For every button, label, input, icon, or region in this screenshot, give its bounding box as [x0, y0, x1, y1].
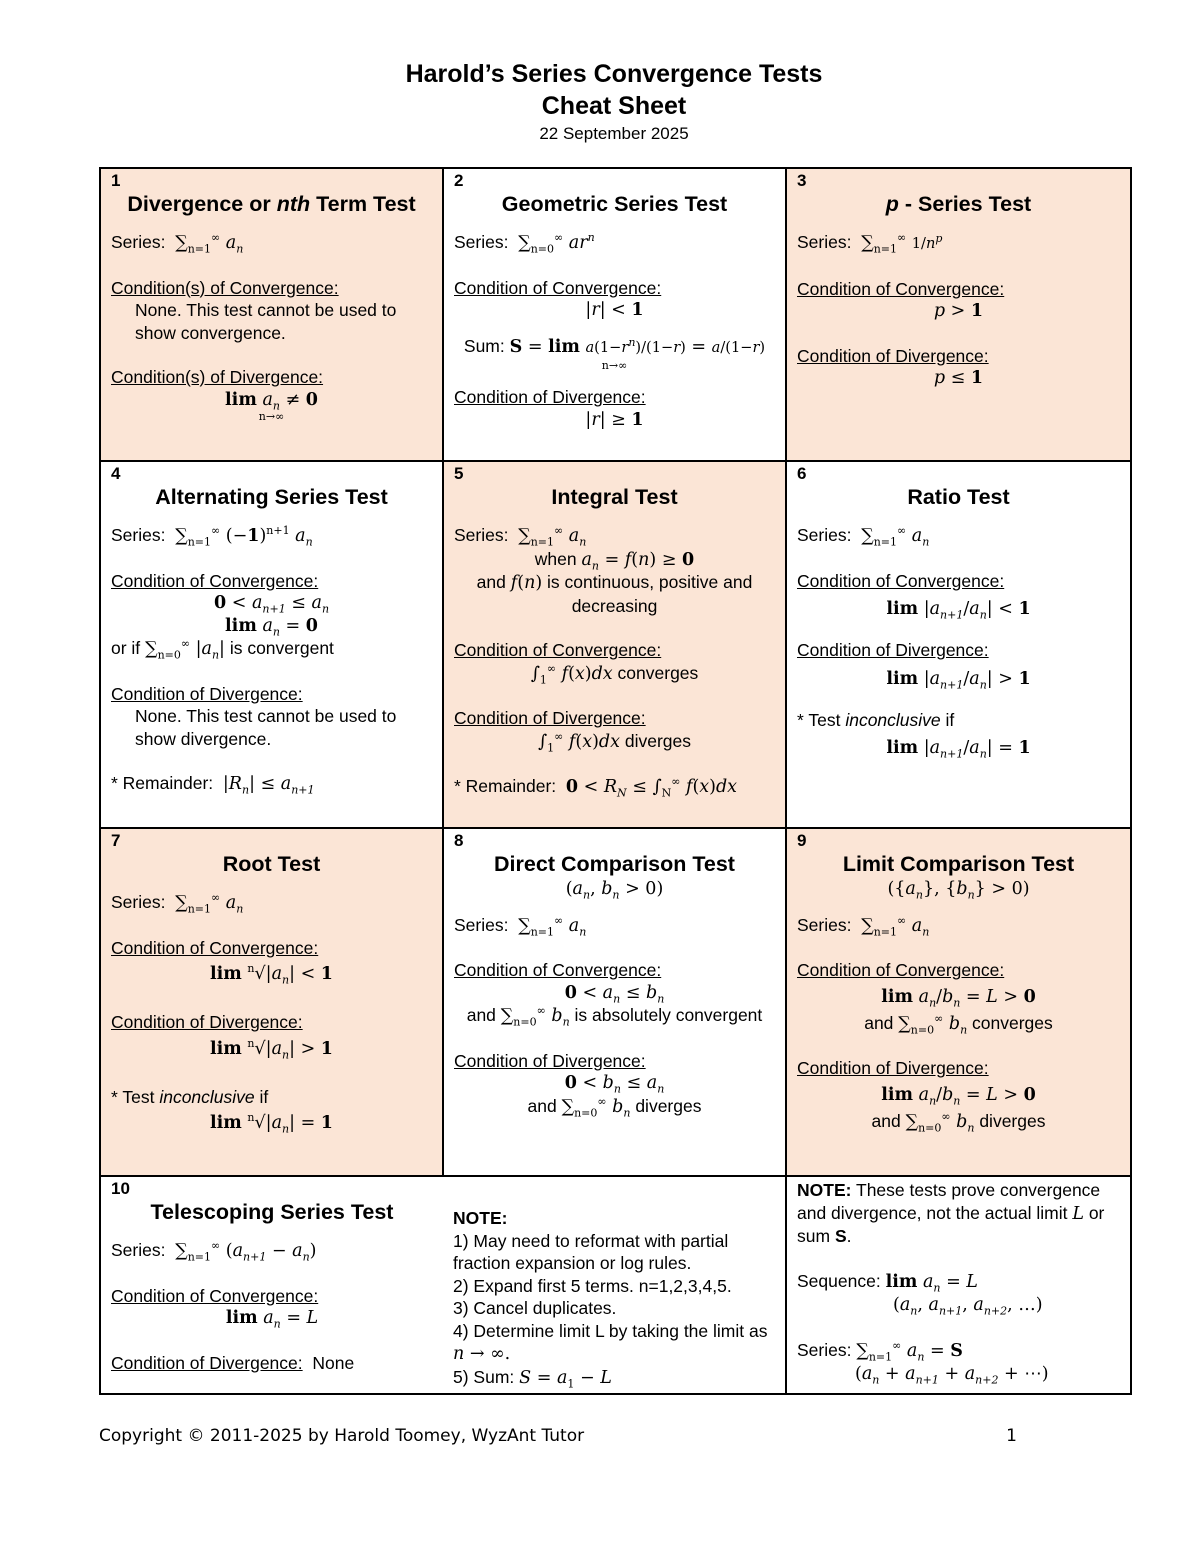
convergence-formula: p > 1: [933, 301, 984, 321]
test-number: 7: [111, 831, 121, 850]
convergence-label: Condition of Convergence:: [797, 960, 1005, 980]
test-number: 4: [111, 464, 121, 483]
test-title: Integral Test: [551, 485, 678, 509]
remainder-line: * Remainder: $|R_n| \le a_{n+1}$: [111, 773, 315, 797]
remainder-line: * Remainder: $0 < R_N \le \int_N^\infty$ f(x)dx: [454, 775, 738, 800]
convergence-label: Condition(s) of Convergence:: [111, 277, 339, 298]
divergence-text: None. This test cannot be used to show divergence.: [135, 706, 397, 749]
test-title: Divergence or nth Term Test: [127, 192, 416, 216]
page-subtitle: Cheat Sheet: [541, 92, 687, 120]
page-date: 22 September 2025: [539, 124, 689, 143]
divergence-label: Condition of Divergence:: [797, 1058, 989, 1078]
test-cell-ratio: 6 Ratio Test Series: $\sum_{n=1}^\infty$ $a_n$ Condition of Convergence: $\lim |a_{n+1}/a_n| < 1$ Condition of Divergence: $\lim |a_{n+1}/a_n| > 1$ * Test inconclusive if $\lim |a_{n+1}/a_n| = 1$: [786, 461, 1131, 828]
divergence-label: Condition of Divergence:: [111, 1012, 303, 1032]
tests-grid: [99, 167, 1132, 1395]
test-title: p - Series Test: [885, 192, 1032, 216]
test-cell-geometric: 2 Geometric Series Test Series: $\sum_{n=0}^\infty$ $ar^n$ Condition of Convergence: |r| < 1 Sum: $S = \lim a(1-r^n)/(1-r) = a/(1-r)$ n→∞ Condition of Divergence: |r| ≥ 1: [443, 168, 786, 461]
divergence-formula: p ≤ 1: [933, 368, 984, 388]
convergence-label: Condition of Convergence:: [111, 1285, 319, 1306]
series-line: Series: $\sum_{n=1}^\infty$ $1/n^p$: [797, 231, 943, 256]
convergence-label: Condition of Convergence:: [454, 640, 662, 660]
test-number: 10: [111, 1179, 130, 1198]
page-title: Harold’s Series Convergence Tests: [405, 60, 823, 88]
test-number: 2: [454, 171, 464, 190]
series-line: Series: $\sum_{n=1}^\infty$ $a_n$: [797, 913, 930, 938]
test-number: 6: [797, 464, 807, 483]
note-limits-cell: NOTE: These tests prove convergence and divergence, not the actual limit L or sum S. Sequence: $\lim a_n = L$ ($a_n$, $a_{n+1}$, $a_{n+2}$, …) Series: $\sum_{n=1}^\infty$ $a_n = S$ ($a_n + a_{n+1} + a_{n+2}$ + ⋯): [786, 1176, 1131, 1394]
divergence-label: Condition of Divergence:: [454, 708, 646, 728]
convergence-label: Condition of Convergence:: [111, 937, 319, 958]
test-cell-integral: 5 Integral Test Series: $\sum_{n=1}^\infty$ $a_n$ when $a_n = f(n) \ge 0$ and f(n) is continuous, positive and decreasing Condition of Convergence: $\int_1^\infty$ f(x)dx converges Condition of Divergence: $\int_1^\infty$ f(x)dx diverges * Remainder: $0 < R_N \le \int_N^\infty$ f(x)dx: [443, 461, 786, 828]
test-number: 9: [797, 831, 807, 850]
page-header: [0, 58, 1200, 146]
test-number: 1: [111, 171, 121, 190]
sum-formula: Sum: $S = \lim a(1-r^n)/(1-r) = a/(1-r)$: [463, 335, 766, 357]
test-title: Telescoping Series Test: [150, 1200, 394, 1224]
divergence-label: Condition of Divergence:: [797, 640, 989, 660]
series-line: Series: $\sum_{n=1}^\infty$ $a_n$: [111, 891, 244, 916]
copyright: Copyright © 2011-2025 by Harold Toomey, WyzAnt Tutor: [99, 1426, 585, 1446]
test-number: 3: [797, 171, 807, 190]
test-cell-alternating: 4 Alternating Series Test Series: $\sum_{n=1}^\infty$ $(-1)^{n+1}$ $a_n$ Condition of Convergence: $0 < a_{n+1} \le a_n$ $\lim a_n = 0$ or if $\sum_{n=0}^\infty$ $|a_n|$ is convergent Condition of Divergence: None. This test cannot be used to show divergence. * Remainder: $|R_n| \le a_{n+1}$: [100, 461, 443, 828]
test-title: Limit Comparison Test: [842, 852, 1075, 876]
series-line: Series: $\sum_{n=1}^\infty$ $(-1)^{n+1}$ $a_n$: [111, 524, 313, 549]
series-line: Series: $\sum_{n=1}^\infty$ $a_n$: [111, 231, 244, 256]
divergence-label: Condition of Divergence:: [454, 1050, 646, 1071]
test-cell-direct-comparison: 8 Direct Comparison Test ($a_n$, $b_n > 0$) Series: $\sum_{n=1}^\infty$ $a_n$ Condition of Convergence: $0 < a_n \le b_n$ and $\sum_{n=0}^\infty$ $b_n$ is absolutely convergent Condition of Divergence: $0 < b_n \le a_n$ and $\sum_{n=0}^\infty$ $b_n$ diverges: [443, 828, 786, 1176]
page-footer: [99, 1426, 1017, 1446]
convergence-label: Condition of Convergence:: [111, 570, 319, 591]
test-number: 5: [454, 464, 464, 483]
note-heading: NOTE:: [453, 1208, 508, 1228]
divergence-label: Condition of Divergence:: [797, 345, 989, 366]
test-title: Ratio Test: [907, 485, 1010, 509]
test-title: Alternating Series Test: [155, 485, 388, 509]
series-line: Series: $\sum_{n=1}^\infty$ $(a_{n+1} - a_n)$: [111, 1239, 317, 1264]
test-number: 8: [454, 831, 464, 850]
test-cell-telescoping: 10 Telescoping Series Test Series: $\sum_{n=1}^\infty$ $(a_{n+1} - a_n)$ Condition of Convergence: $\lim a_n = L$ Condition of Divergence: None: [100, 1176, 443, 1394]
convergence-label: Condition of Convergence:: [454, 960, 662, 980]
note-steps-cell: NOTE: 1) May need to reformat with partial fraction expansion or log rules. 2) Expand first 5 terms. n=1,2,3,4,5. 3) Cancel duplicates. 4) Determine limit L by taking the limit as n → ∞. 5) Sum: $S = a_1 - L$: [443, 1176, 786, 1394]
convergence-label: Condition of Convergence:: [797, 570, 1005, 591]
series-line: Series: $\sum_{n=1}^\infty$ $a_n$: [454, 524, 587, 549]
test-title: Root Test: [222, 852, 321, 876]
convergence-label: Condition of Convergence:: [797, 278, 1005, 299]
divergence-formula: |r| ≥ 1: [585, 409, 644, 430]
test-title: Direct Comparison Test: [494, 852, 735, 876]
divergence-formula: $\lim a_n \ne 0$ n→∞: [225, 389, 318, 423]
divergence-label: Condition(s) of Divergence:: [111, 367, 324, 387]
test-cell-p-series: [786, 168, 1131, 461]
alt-or-line: or if $\sum_{n=0}^\infty$ $|a_n|$ is convergent: [111, 637, 334, 662]
test-title: Geometric Series Test: [501, 192, 728, 216]
test-cell-root: 7 Root Test Series: $\sum_{n=1}^\infty$ $a_n$ Condition of Convergence: $\lim ^n√|a_n| < 1$ Condition of Divergence: $\lim ^n√|a_n| > 1$ * Test inconclusive if $\lim ^n√|a_n| = 1$: [100, 828, 443, 1176]
divergence-label: Condition of Divergence:: [111, 683, 303, 704]
convergence-formula: |r| < 1: [585, 300, 644, 320]
divergence-label: Condition of Divergence:: [454, 387, 646, 407]
page-number: 1: [1006, 1426, 1017, 1446]
test-cell-limit-comparison: 9 Limit Comparison Test ($\{a_n\}$, $\{b_n\} > 0$) Series: $\sum_{n=1}^\infty$ $a_n$ Condition of Convergence: $\lim a_n/b_n = L > 0$ and $\sum_{n=0}^\infty$ $b_n$ converges Condition of Divergence: $\lim a_n/b_n = L > 0$ and $\sum_{n=0}^\infty$ $b_n$ diverges: [786, 828, 1131, 1176]
series-line: Series: $\sum_{n=1}^\infty$ $a_n$: [454, 913, 587, 938]
convergence-label: Condition of Convergence:: [454, 277, 662, 298]
convergence-text: None. This test cannot be used to show convergence.: [135, 300, 397, 343]
series-line: Series: $\sum_{n=0}^\infty$ $ar^n$: [454, 231, 595, 256]
test-cell-divergence: [100, 168, 443, 461]
series-line: Series: $\sum_{n=1}^\infty$ $a_n$: [797, 524, 930, 549]
